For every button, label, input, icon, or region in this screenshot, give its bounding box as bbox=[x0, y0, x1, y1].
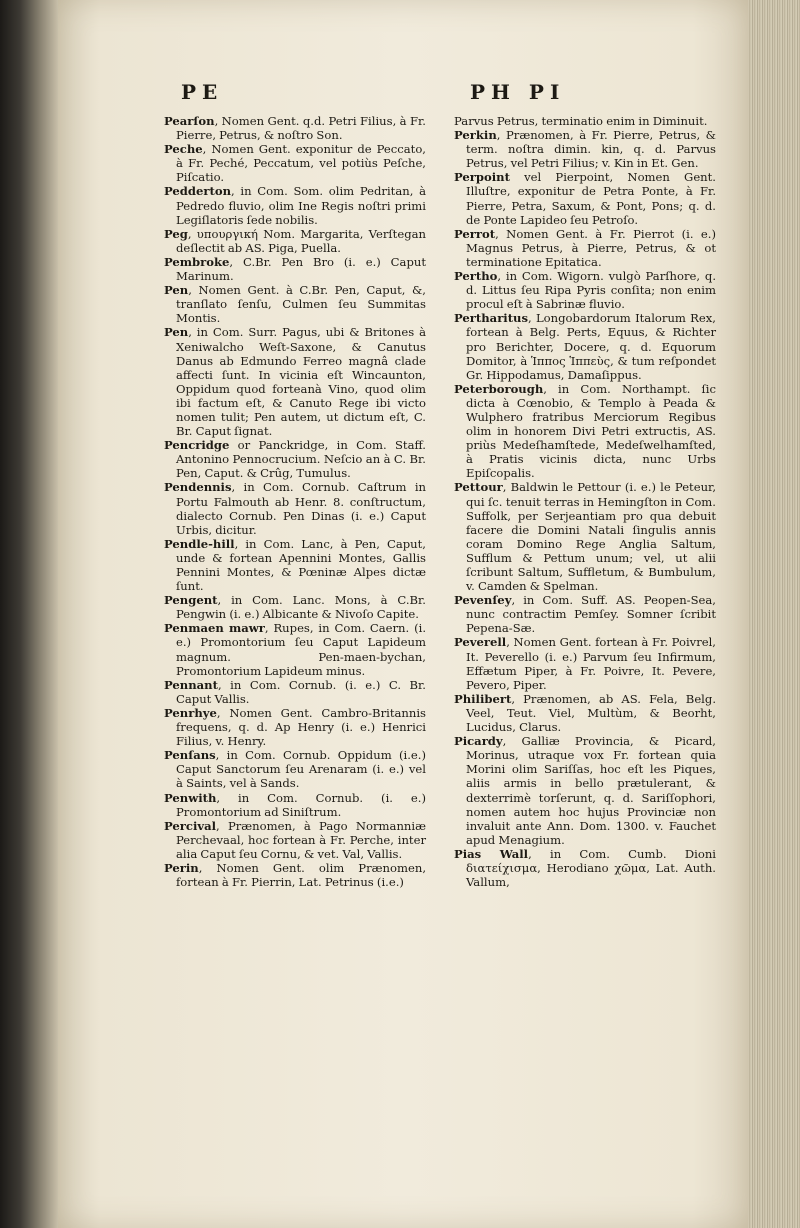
entry-headword: Penſans bbox=[164, 748, 216, 763]
left-column bbox=[164, 114, 426, 889]
entry-headword: Pias Wall bbox=[454, 846, 529, 861]
dictionary-entry bbox=[454, 311, 716, 381]
entry-text: , in Com. Cornub. (i. e.) Promontorium ad Siniſtrum. bbox=[176, 790, 426, 819]
entry-text: , in Com. Suff. AS. Peopen-Sea, nunc contractim Pemſey. Somner ſcribit Pepena-Sæ. bbox=[466, 593, 716, 636]
entry-headword: Peverell bbox=[454, 635, 507, 650]
entry-headword: Penwith bbox=[164, 790, 217, 805]
entry-headword: Percival bbox=[164, 818, 217, 833]
dictionary-entry bbox=[454, 170, 716, 226]
entry-text: , Prænomen, à Fr. Pierre, Petrus, & term. noſtra dimin. kin, q. d. Parvus Petrus, vel Petri Filius; v. Kin in Et. Gen. bbox=[466, 128, 716, 171]
entry-text: , Rupes, in Com. Caern. (i. e.) Promontorium ſeu Caput Lapideum magnum. Pen-maen-bychan, Promontorium Lapideum minus. bbox=[176, 621, 427, 678]
dictionary-entry bbox=[164, 283, 426, 325]
dictionary-entry bbox=[164, 255, 426, 283]
entry-headword: Pertho bbox=[454, 269, 498, 284]
entry-text: , Longobardorum Italorum Rex, fortean à Belg. Perts, Equus, & Richter pro Berichter, Docere, q. d. Equorum Domitor, à Ἱππος Ἱππεὺς, & tum reſpondet Gr. Hippodamus, Damaſippus. bbox=[466, 311, 716, 382]
entry-headword: Pengent bbox=[164, 593, 218, 608]
dictionary-entry bbox=[454, 480, 716, 593]
dictionary-entry bbox=[164, 748, 426, 790]
book-spine-shadow bbox=[0, 0, 58, 1228]
dictionary-entry bbox=[454, 269, 716, 311]
entry-text: , υπουργική Nom. Margarita, Verſtegan deſlectit ab AS. Piga, Puella. bbox=[176, 226, 426, 255]
entry-headword: Pertharitus bbox=[454, 311, 529, 326]
entry-text: , Prænomen, à Pago Normanniæ Perchevaal, hoc fortean à Fr. Perche, inter alia Caput ſeu Cornu, & vet. Val, Vallis. bbox=[176, 818, 426, 861]
dictionary-entry bbox=[164, 706, 426, 748]
entry-text: , in Com. Cornub. (i. e.) C. Br. Caput Vallis. bbox=[176, 677, 426, 706]
dictionary-entry bbox=[164, 593, 426, 621]
entry-headword: Peg bbox=[164, 226, 188, 241]
entry-text: , Prænomen, ab AS. Fela, Belg. Veel, Teut. Viel, Multùm, & Beorht, Lucidus, Clarus. bbox=[466, 691, 716, 735]
right-column bbox=[454, 114, 716, 889]
entry-headword: Penrhye bbox=[164, 705, 217, 720]
dictionary-entry bbox=[164, 861, 426, 889]
dictionary-entry bbox=[454, 847, 716, 889]
entry-headword: Pendennis bbox=[164, 480, 232, 495]
entry-headword: Pen bbox=[164, 283, 189, 298]
dictionary-entry bbox=[454, 128, 716, 170]
entry-text: vel Pierpoint, Nomen Gent. Illuſtre, exponitur de Petra Ponte, à Fr. Pierre, Petra, Saxum, & Pont, Pons; q. d. de Ponte Lapideo ſeu Petroſo. bbox=[466, 170, 716, 227]
dictionary-entry bbox=[164, 114, 426, 142]
entry-text: , Nomen Gent. olim Prænomen, fortean à Fr. Pierrin, Lat. Petrinus (i.e.) bbox=[176, 860, 426, 890]
entry-headword: Peche bbox=[164, 142, 203, 157]
entry-headword: Pettour bbox=[454, 480, 503, 495]
dictionary-entry bbox=[164, 819, 426, 861]
dictionary-entry bbox=[454, 734, 716, 847]
entry-headword: Penmaen mawr bbox=[164, 621, 265, 636]
entry-text: , Nomen Gent. q.d. Petri Filius, à Fr. Pierre, Petrus, & noſtro Son. bbox=[176, 114, 426, 143]
entry-headword: Perrot bbox=[454, 226, 496, 241]
entry-headword: Pencridge bbox=[164, 438, 230, 453]
dictionary-entry bbox=[164, 184, 426, 226]
entry-headword: Pendle-hill bbox=[164, 536, 235, 551]
entry-headword: Philibert bbox=[454, 691, 512, 706]
entry-headword: Pennant bbox=[164, 677, 218, 692]
entry-text: , in Com. Cumb. Dioni διατείχισμα, Herodiano χῶμα, Lat. Auth. Vallum, bbox=[466, 846, 716, 890]
dictionary-entry bbox=[164, 537, 426, 593]
entry-headword: Pearſon bbox=[164, 114, 215, 128]
entry-headword: Picardy bbox=[454, 734, 503, 749]
entry-text: , Nomen Gent. Cambro-Britannis frequens, q. d. Ap Henry (i. e.) Henrici Filius, v. Henry. bbox=[176, 705, 426, 749]
dictionary-entry bbox=[164, 480, 426, 536]
dictionary-entry bbox=[454, 382, 716, 481]
dictionary-entry bbox=[164, 791, 426, 819]
dictionary-entry bbox=[164, 325, 426, 438]
running-header-left: PE bbox=[181, 80, 224, 104]
dictionary-entry bbox=[454, 227, 716, 269]
page-edges bbox=[748, 0, 800, 1228]
entry-text: , in Com. Cornub. Caſtrum in Portu Falmouth ab Henr. 8. conſtructum, dialecto Cornub. Pen Dinas (i. e.) Caput Urbis, dicitur. bbox=[176, 480, 426, 537]
entry-headword: Peterborough bbox=[454, 381, 544, 396]
dictionary-entry bbox=[164, 438, 426, 480]
entry-text: , in Com. Cornub. Oppidum (i.e.) Caput Sanctorum ſeu Arenaram (i. e.) vel à Saints, vel à Sands. bbox=[176, 748, 426, 791]
dictionary-entry bbox=[454, 692, 716, 734]
entry-headword: Perpoint bbox=[454, 170, 510, 185]
dictionary-entry bbox=[454, 593, 716, 635]
dictionary-entry bbox=[164, 621, 426, 677]
dictionary-entry bbox=[454, 635, 716, 691]
entry-text: , in Com. Lanc, à Pen, Caput, unde & fortean Apennini Montes, Gallis Pennini Montes, & Pœninæ Alpes dictæ ſunt. bbox=[176, 536, 426, 594]
entry-text: , Baldwin le Pettour (i. e.) le Peteur, qui ſc. tenuit terras in Hemingſton in Com. Suffolk, per Serjeantiam pro qua debuit facere die Domini Natali ſingulis annis coram Domino Rege Anglia Saltum, Sufflum & Pettum unum; vel, ut alii ſcribunt Saltum, Suffletum, & Bumbulum, v. Camden & Spelman. bbox=[466, 480, 716, 594]
entry-text: , Galliæ Provincia, & Picard, Morinus, utraque vox Fr. fortean quia Morini olim Sariſſas, hoc eſt les Piques, aliis armis in bello prætulerant, & dexterrimè torſerunt, q. d. Sariſſophori, nomen autem hoc hujus Provinciæ non invaluit ante Ann. Dom. 1300. v. Fauchet apud Menagium. bbox=[466, 734, 716, 847]
entry-headword: Pevenſey bbox=[454, 593, 512, 608]
book-page bbox=[58, 0, 748, 1228]
dictionary-entry bbox=[164, 227, 426, 255]
entry-text: , in Com. Northampt. ſic dicta à Cœnobio, & Templo à Peada & Wulphero fratribus Merciorum Regibus olim in honorem Divi Petri extructis, AS. priùs Medeſhamſtede, Medeſwelhamſted, à Pratis vicinis dicta, nunc Urbs Epiſcopalis. bbox=[466, 381, 716, 481]
entry-headword: Pembroke bbox=[164, 254, 230, 269]
dictionary-entry bbox=[164, 678, 426, 706]
entry-headword: Perkin bbox=[454, 128, 497, 143]
entry-text: , in Com. Wigorn. vulgò Parſhore, q. d. Littus ſeu Ripa Pyris conſita; non enim procul eſt à Sabrinæ fluvio. bbox=[466, 269, 716, 312]
dictionary-entry bbox=[164, 142, 426, 184]
entry-headword: Perin bbox=[164, 860, 199, 875]
entry-text: , Nomen Gent. à C.Br. Pen, Caput, &, tranſlato ſenſu, Culmen ſeu Summitas Montis. bbox=[176, 283, 426, 326]
entry-text: Parvus Petrus, terminatio enim in Diminuit. bbox=[454, 114, 708, 128]
entry-text: , in Com. Som. olim Pedritan, à Pedredo fluvio, olim Ine Regis noſtri primi Legiſlatoris ſede nobilis. bbox=[176, 184, 426, 227]
entry-text: , in Com. Surr. Pagus, ubi & Britones à Xeniwalcho Weſt-Saxone, & Canutus Danus ab Edmundo Ferreo magnâ clade affecti ſunt. In vicinia eſt Wincaunton, Oppidum quod forteanà Vino, quod olim ibi factum eſt, & Canuto Rege ibi victo nomen tulit; Pen autem, ut dictum eſt, C. Br. Caput ſignat. bbox=[176, 325, 426, 439]
dictionary-entry bbox=[454, 114, 716, 128]
entry-text: , Nomen Gent. à Fr. Pierrot (i. e.) Magnus Petrus, à Pierre, Petrus, & ot terminatione Epitatica. bbox=[466, 226, 716, 269]
entry-text: , in Com. Lanc. Mons, à C.Br. Pengwin (i. e.) Albicante & Nivoſo Capite. bbox=[176, 593, 426, 622]
entry-headword: Pedderton bbox=[164, 184, 231, 199]
entry-text: , Nomen Gent. fortean à Fr. Poivrel, It. Peverello (i. e.) Parvum ſeu Infirmum, Effætum Piper, à Fr. Poivre, It. Pevere, Pevero, Piper. bbox=[466, 635, 716, 692]
entry-text: , C.Br. Pen Bro (i. e.) Caput Marinum. bbox=[176, 254, 426, 284]
entry-text: , Nomen Gent. exponitur de Peccato, à Fr. Peché, Peccatum, vel potiùs Peſche, Piſcatio. bbox=[176, 142, 426, 185]
entry-text: or Panckridge, in Com. Staff. Antonino Pennocrucium. Neſcio an à C. Br. Pen, Caput. & Crûg, Tumulus. bbox=[176, 438, 426, 481]
running-header-right: PH PI bbox=[470, 80, 566, 104]
entry-headword: Pen bbox=[164, 325, 189, 340]
